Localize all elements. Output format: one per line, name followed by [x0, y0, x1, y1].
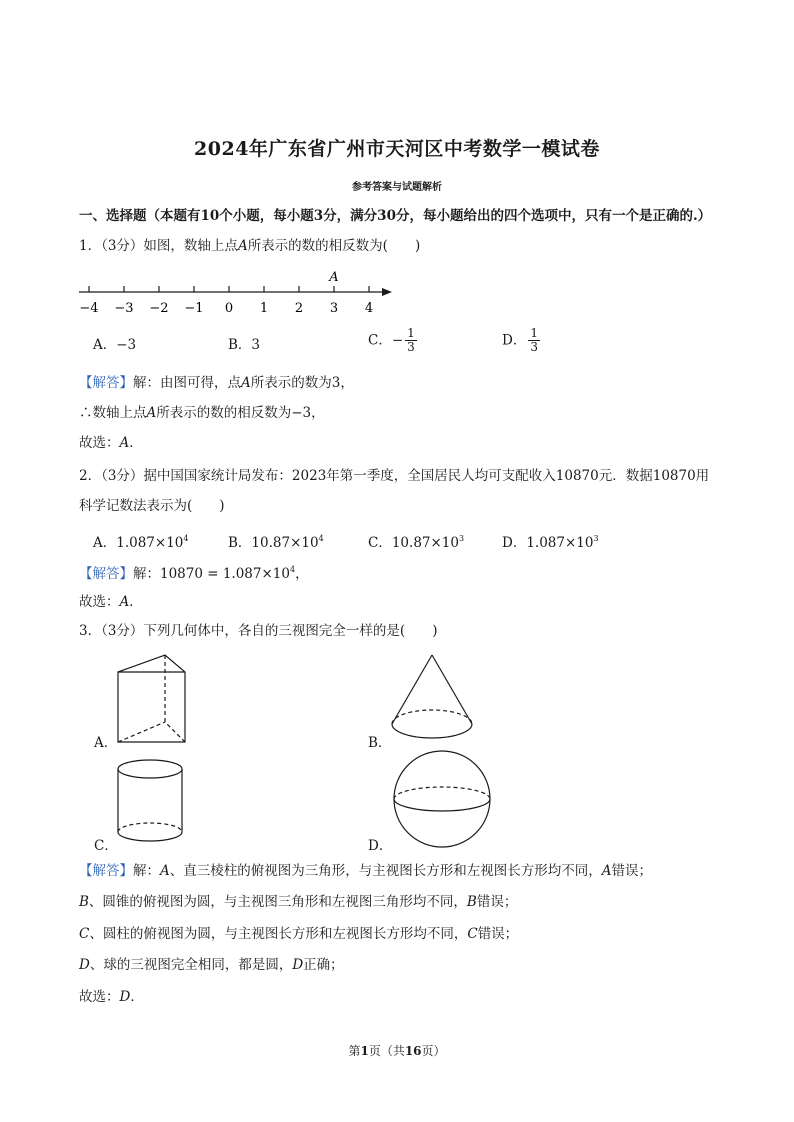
option-letter: B． [228, 337, 252, 353]
option-letter: A． [93, 337, 117, 353]
q2-option-d[interactable]: D．$1.087\times 10^3$ [502, 534, 599, 551]
cone-figure [386, 652, 486, 747]
q3-answer-line-3: C、圆柱的俯视图为圆，与主视图长方形和左视图长方形均不同，C错误； [79, 926, 519, 942]
q2-answer: 【解答】解：$10870 = 1.087\times 10^4$， [79, 565, 309, 582]
number-line-tick-label: −3 [114, 301, 134, 316]
q3-answer-line-2: B、圆锥的俯视图为圆，与主视图三角形和左视图三角形均不同，B错误； [79, 894, 518, 910]
cylinder-figure [112, 756, 192, 846]
q2-choose: 故选：A． [79, 594, 143, 610]
q1-option-b[interactable] [228, 336, 260, 354]
q3-answer-line-4: D、球的三视图完全相同，都是圆，D正确； [79, 957, 344, 973]
q1-answer-line-1: 【解答】解：由图可得，点A所表示的数为3， [79, 375, 354, 391]
page-title: 2024年广东省广州市天河区中考数学一模试卷 [194, 138, 600, 160]
q1-stem-text-2: 所表示的数的相反数为( ) [247, 238, 421, 254]
question-1-stem [79, 237, 420, 255]
sphere-figure [388, 751, 498, 851]
page-subtitle: 参考答案与试题解析 [352, 182, 442, 193]
q2-option-a[interactable]: A．$1.087\times 10^4$ [93, 534, 189, 551]
fraction: $\frac{1}{3}$ [407, 326, 415, 354]
q1-stem-text: 1．（3分）如图，数轴上点 [79, 238, 238, 254]
number-line-tick-label: 2 [294, 301, 304, 316]
number-line-tick-label: −2 [149, 301, 169, 316]
number-line-tick-label: −4 [79, 301, 99, 316]
q1-choose: 故选：A． [79, 435, 143, 451]
q3-answer-line-1: 【解答】解：A、直三棱柱的俯视图为三角形，与主视图长方形和左视图长方形均不同，A错误； [79, 863, 652, 879]
q2-option-c[interactable]: C．$10.87\times 10^3$ [368, 534, 465, 551]
option-value: −3 [116, 337, 137, 353]
q1-stem-var: A [237, 238, 248, 254]
number-line-tick-label: 3 [329, 301, 339, 316]
number-line-tick-label: 1 [259, 301, 269, 316]
section-heading: 一、选择题（本题有10个小题，每小题3分，满分30分，每小题给出的四个选项中，只有一个是正确的.） [79, 208, 712, 224]
number-line-arrow [382, 288, 392, 296]
page-footer: 第1页（共16页） [348, 1044, 446, 1058]
number-line-ticks [79, 286, 373, 316]
triangular-prism-figure [110, 650, 190, 745]
fig-label-d[interactable]: D． [368, 838, 393, 854]
answer-tag: 【解答】 [79, 566, 133, 582]
number-line-tick-label: 0 [224, 301, 234, 316]
fraction: $\frac{1}{3}$ [530, 326, 538, 354]
q1-answer-line-2: ∴数轴上点A所表示的数的相反数为−3， [79, 405, 325, 421]
fig-label-b[interactable]: B． [368, 735, 392, 751]
answer-tag: 【解答】 [79, 863, 133, 879]
number-line [76, 264, 406, 324]
point-a-label: A [329, 270, 339, 285]
option-value: 3 [251, 337, 261, 353]
fig-label-c[interactable]: C． [94, 838, 118, 854]
answer-tag: 【解答】 [79, 375, 133, 391]
number-line-tick-label: −1 [184, 301, 204, 316]
q1-option-d[interactable] [502, 327, 540, 354]
question-2-stem-line-2: 科学记数法表示为( ) [79, 498, 225, 514]
option-letter: D． [502, 332, 527, 349]
q2-option-b[interactable]: B．$10.87\times 10^4$ [228, 534, 324, 551]
number-line-tick-label: 4 [364, 301, 374, 316]
option-sign: − [391, 332, 404, 349]
q3-choose: 故选：D． [79, 989, 144, 1005]
fig-label-a[interactable]: A． [94, 735, 118, 751]
question-2-stem-line-1: 2．（3分）据中国国家统计局发布：2023年第一季度，全国居民人均可支配收入10870元．数据10870用 [79, 468, 710, 484]
question-3-stem: 3．（3分）下列几何体中，各自的三视图完全一样的是( ) [79, 623, 438, 639]
q1-option-a[interactable] [93, 336, 136, 354]
q1-option-c[interactable] [368, 327, 417, 354]
option-letter: C． [368, 332, 392, 349]
